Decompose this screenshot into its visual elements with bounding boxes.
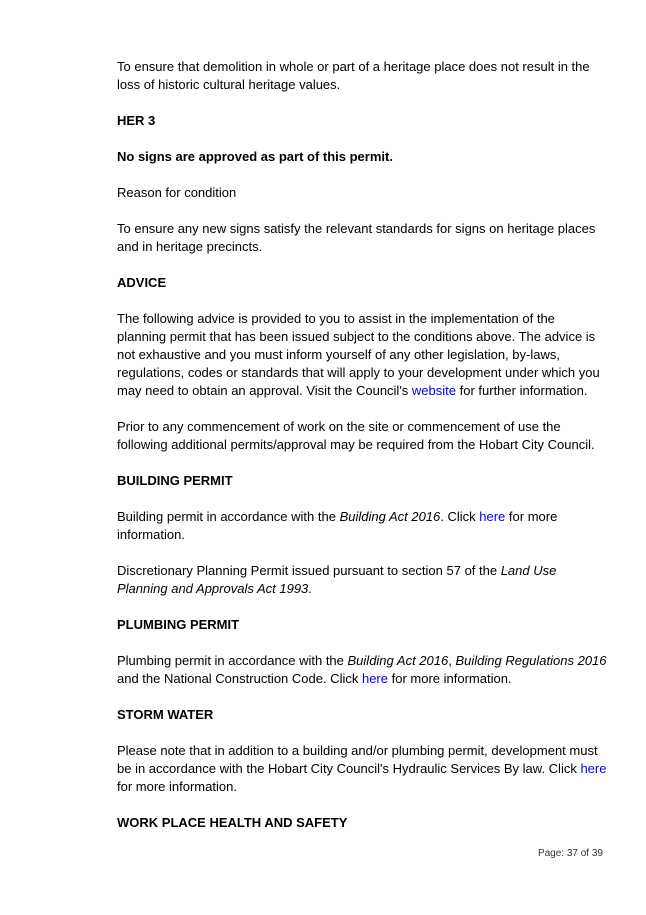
pp-text-b: and the National Construction Code. Click [117, 671, 362, 686]
page-number: Page: 37 of 39 [537, 848, 603, 859]
dp-text-a: Discretionary Planning Permit issued pursuant to section 57 of the [117, 563, 501, 578]
discretionary-permit-paragraph [117, 562, 607, 598]
storm-water-paragraph [117, 742, 607, 796]
document-page [117, 58, 607, 832]
building-permit-paragraph [117, 508, 607, 544]
bp-text-c: for more information. [117, 509, 558, 542]
reason-text: To ensure any new signs satisfy the relevant standards for signs on heritage places and in heritage precincts. [117, 221, 596, 254]
plumbing-permit-here-link[interactable]: here [361, 671, 388, 686]
building-regulations-title: Building Regulations 2016 [455, 653, 607, 668]
her3-heading: HER 3 [117, 113, 156, 128]
bp-text-a: Building permit in accordance with the [117, 509, 340, 524]
advice-text-a: The following advice is provided to you to assist in the implementation of the planning permit that has been issued subject to the conditions above. The advice is not exhaustive and you must inform yourself of any other legislation, by-laws, regulations, codes or standards that will apply to your development under which you may need to obtain an approval. Visit the Council's [117, 311, 600, 398]
building-act-title: Building Act 2016 [339, 509, 441, 524]
storm-water-here-link[interactable]: here [580, 761, 607, 776]
whs-heading: WORK PLACE HEALTH AND SAFETY [117, 815, 348, 830]
additional-permits-paragraph: Prior to any commencement of work on the site or commencement of use the following additional permits/approval may be required from the Hobart City Council. [117, 419, 595, 452]
building-permit-here-link[interactable]: here [479, 509, 506, 524]
storm-water-heading: STORM WATER [117, 707, 214, 722]
her3-condition: No signs are approved as part of this permit. [117, 149, 393, 164]
dp-text-b: . [308, 581, 312, 596]
advice-text-b: for further information. [456, 383, 588, 398]
pp-sep: , [448, 653, 456, 668]
sw-text-a: Please note that in addition to a building and/or plumbing permit, development must be in accordance with the Hobart City Council's Hydraulic Services By law. Click [117, 743, 598, 776]
pp-text-c: for more information. [388, 671, 512, 686]
sw-text-b: for more information. [117, 779, 237, 794]
pp-building-act-title: Building Act 2016 [347, 653, 449, 668]
advice-paragraph [117, 310, 607, 400]
bp-text-b: . Click [440, 509, 480, 524]
plumbing-permit-paragraph [117, 652, 607, 688]
website-link[interactable]: website [411, 383, 456, 398]
plumbing-permit-heading: PLUMBING PERMIT [117, 617, 240, 632]
pp-text-a: Plumbing permit in accordance with the [117, 653, 348, 668]
building-permit-heading: BUILDING PERMIT [117, 473, 233, 488]
intro-paragraph: To ensure that demolition in whole or part of a heritage place does not result in the loss of historic cultural heritage values. [117, 59, 590, 92]
reason-label: Reason for condition [117, 185, 237, 200]
land-use-act-title: Land Use Planning and Approvals Act 1993 [117, 563, 557, 596]
advice-heading: ADVICE [117, 275, 167, 290]
